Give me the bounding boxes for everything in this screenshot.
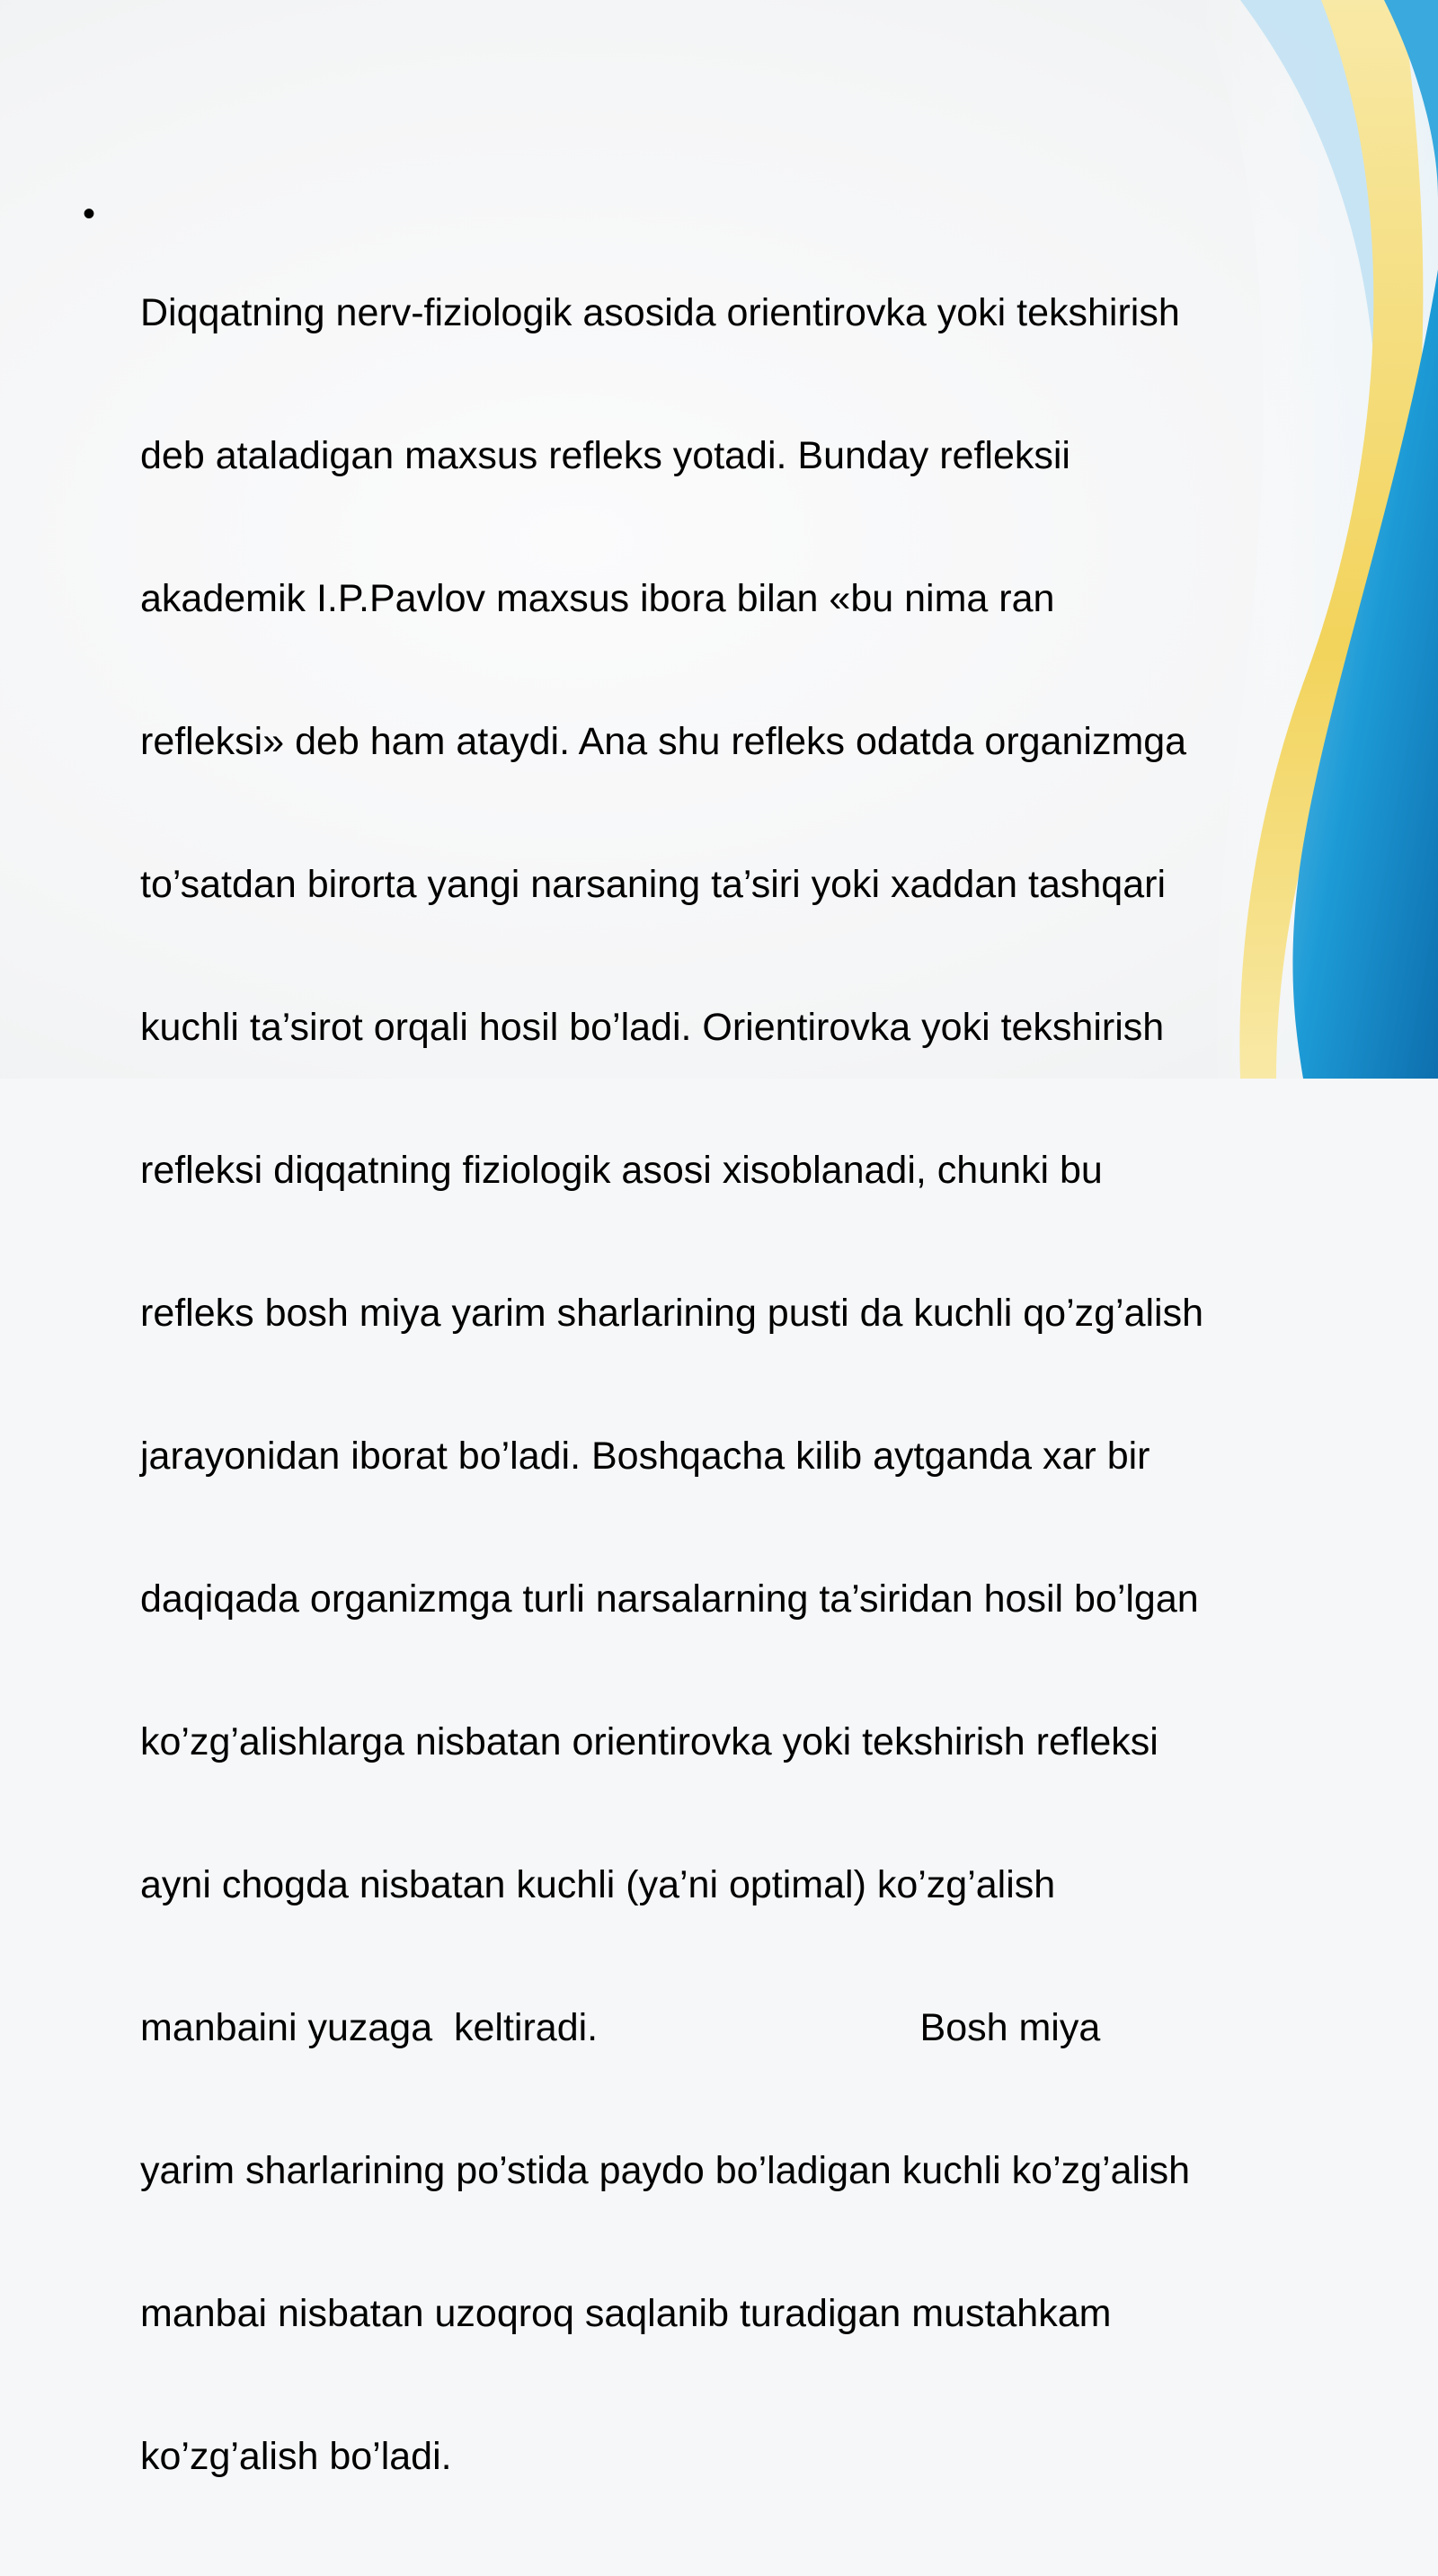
paragraph-line-7: refleksi diqqatning fiziologik asosi xisoblanadi, chunki bu [140, 1149, 1103, 1192]
paragraph-line-5: to’satdan birorta yangi narsaning ta’siri yoki xaddan tashqari [140, 863, 1166, 906]
paragraph-line-15: manbai nisbatan uzoqroq saqlanib turadigan mustahkam [140, 2292, 1112, 2335]
paragraph-line-11: ko’zg’alishlarga nisbatan orientirovka yoki tekshirish refleksi [140, 1720, 1158, 1763]
paragraph-line-3: akademik I.P.Pavlov maxsus ibora bilan «bu nima ran [140, 577, 1055, 620]
bullet-paragraph [140, 194, 1359, 2576]
paragraph-line-6: kuchli ta’sirot orqali hosil bo’ladi. Orientirovka yoki tekshirish [140, 1006, 1165, 1049]
paragraph-line-12: ayni chogda nisbatan kuchli (ya’ni optimal) ko’zg’alish [140, 1863, 1056, 1906]
paragraph-line-13: manbaini yuzaga keltiradi. Bosh miya [140, 2006, 1101, 2049]
paragraph-line-4: refleksi» deb ham ataydi. Ana shu refleks odatda organizmga [140, 720, 1187, 763]
paragraph-line-9: jarayonidan iborat bo’ladi. Boshqacha kilib aytganda xar bir [140, 1435, 1150, 1478]
paragraph-line-14: yarim sharlarining po’stida paydo bo’ladigan kuchli ko’zg’alish [140, 2149, 1191, 2192]
paragraph-line-16: ko’zg’alish bo’ladi. [140, 2435, 452, 2478]
paragraph-line-10: daqiqada organizmga turli narsalarning ta’siridan hosil bo’lgan [140, 1577, 1199, 1621]
paragraph-line-1: Diqqatning nerv-fiziologik asosida orientirovka yoki tekshirish [140, 291, 1180, 334]
bullet-item [83, 194, 1359, 2576]
bullet-marker: • [83, 194, 96, 234]
paragraph-line-8: refleks bosh miya yarim sharlarining pusti da kuchli qo’zg’alish [140, 1292, 1204, 1335]
paragraph-line-2: deb ataladigan maxsus refleks yotadi. Bunday refleksii [140, 434, 1070, 477]
slide-body [83, 194, 1359, 2576]
